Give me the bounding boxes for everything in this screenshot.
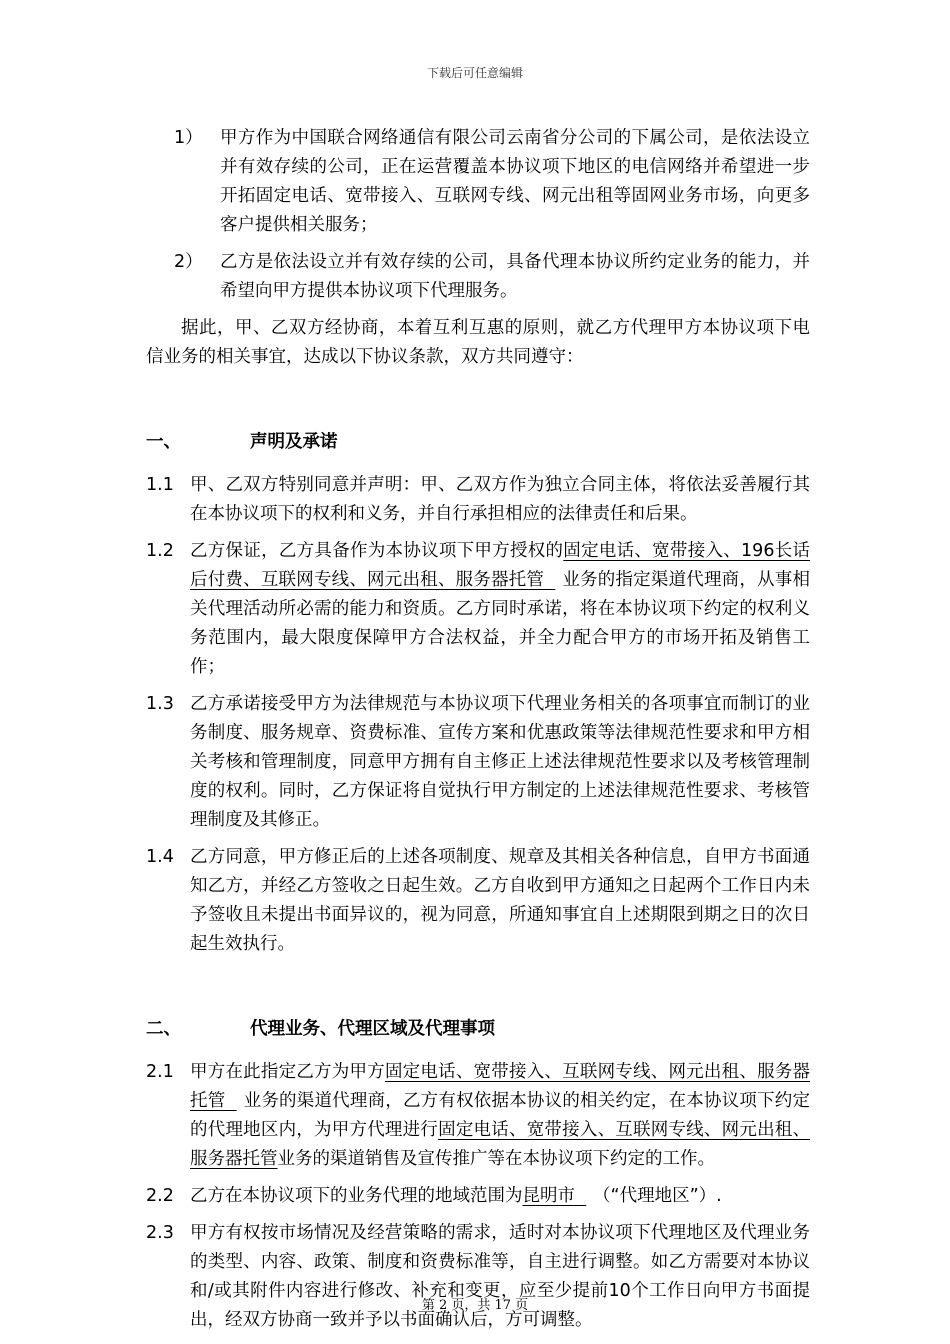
clause-1-1 [146, 471, 810, 529]
clause-number: 1.2 [146, 541, 174, 561]
clause-number: 2.1 [146, 1062, 174, 1082]
intro-item [146, 248, 810, 306]
clause-text-post: 业务的渠道销售及宣传推广等在本协议项下约定的工作。 [277, 1149, 715, 1169]
section-number: 一、 [146, 432, 181, 452]
page-footer: 第 2 页，共 17 页 [421, 1298, 529, 1313]
item-number: 2） [174, 252, 203, 272]
clause-text-post: 业务的指定渠道代理商，从事相关代理活动所必需的能力和资质。乙方同时承诺，将在本协议项下约定的权利义务范围内，最大限度保障甲方合法权益，并全力配合甲方的市场开拓及销售工作； [190, 570, 811, 677]
clause-number: 2.3 [146, 1223, 174, 1243]
clause-number: 2.2 [146, 1186, 174, 1206]
intro-item [146, 124, 810, 240]
clause-1-4 [146, 843, 810, 959]
clause-text [190, 537, 810, 682]
document-body [146, 124, 810, 1343]
clause-2-3 [146, 1219, 810, 1335]
clause-2-2 [146, 1182, 810, 1211]
clause-number: 1.4 [146, 847, 174, 867]
section-heading [146, 1015, 810, 1044]
clause-text-pre: 甲方在此指定乙方为甲方 [190, 1062, 385, 1082]
section-title: 声明及承诺 [250, 432, 338, 452]
clause-text-pre: 乙方保证，乙方具备作为本协议项下甲方授权的 [190, 541, 564, 561]
clause-2-1 [146, 1058, 810, 1174]
clause-text: 乙方承诺接受甲方为法律规范与本协议项下代理业务相关的各项事宜而制订的业务制度、服务规章、资费标准、宣传方案和优惠政策等法律规范性要求和甲方相关考核和管理制度，同意甲方拥有自主修正上述法律规范性要求以及考核管理制度的权利。同时，乙方保证将自觉执行甲方制定的上述法律规范性要求、考核管理制度及其修正。 [190, 694, 810, 830]
underline-blank [544, 566, 562, 595]
clause-text [190, 1182, 810, 1211]
clause-text [190, 1058, 810, 1174]
clause-text: 甲方有权按市场情况及经营策略的需求，适时对本协议项下代理地区及代理业务的类型、内容、政策、制度和资费标准等，自主进行调整。如乙方需要对本协议和/或其附件内容进行修改、补充和变更，应至少提前10个工作日向甲方书面提出，经双方协商一致并予以书面确认后，方可调整。 [190, 1223, 810, 1330]
clause-text: 乙方同意，甲方修正后的上述各项制度、规章及其相关各种信息，自甲方书面通知乙方，并经乙方签收之日起生效。乙方自收到甲方通知之日起两个工作日内未予签收且未提出书面异议的，视为同意，所通知事宜自上述期限到期之日的次日起生效执行。 [190, 847, 810, 954]
item-number: 1） [174, 128, 203, 148]
clause-text-mid: 业务的渠道代理商，乙方有权依据本协议的相关约定，在本协议项下约定的代理地区内，为甲方代理进行 [190, 1091, 811, 1140]
intro-paragraph: 据此，甲、乙双方经协商，本着互利互惠的原则，就乙方代理甲方本协议项下电信业务的相关事宜，达成以下协议条款，双方共同遵守： [146, 318, 810, 367]
clause-number: 1.3 [146, 694, 174, 714]
clause-number: 1.1 [146, 475, 174, 495]
underlined-area: 昆明市 [522, 1186, 575, 1206]
clause-text-post: （“代理地区”）. [593, 1186, 722, 1206]
section-heading [146, 428, 810, 457]
item-text: 甲方作为中国联合网络通信有限公司云南省分公司的下属公司，是依法设立并有效存续的公司，正在运营覆盖本协议项下地区的电信网络并希望进一步开拓固定电话、宽带接入、互联网专线、网元出租等固网业务市场，向更多客户提供相关服务； [220, 128, 810, 235]
clause-1-2 [146, 537, 810, 682]
underlined-services: 固定电话、宽带接入、互联网专线、网元出租、服务器托管 [190, 1062, 811, 1111]
clause-text-pre: 乙方在本协议项下的业务代理的地域范围为 [190, 1186, 523, 1206]
underline-blank [575, 1182, 593, 1211]
clause-text: 甲、乙双方特别同意并声明：甲、乙双方作为独立合同主体，将依法妥善履行其在本协议项下的权利和义务，并自行承担相应的法律责任和后果。 [190, 475, 810, 524]
section-number: 二、 [146, 1019, 181, 1039]
page-header: 下载后可任意编辑 [426, 66, 523, 80]
underline-blank [225, 1087, 243, 1116]
clause-1-3 [146, 690, 810, 835]
underlined-services: 固定电话、宽带接入、互联网专线、网元出租、服务器托管 [190, 1120, 811, 1169]
item-text: 乙方是依法设立并有效存续的公司，具备代理本协议所约定业务的能力，并希望向甲方提供本协议项下代理服务。 [220, 252, 810, 301]
section-title: 代理业务、代理区域及代理事项 [250, 1019, 495, 1039]
underlined-services: 固定电话、宽带接入、196长话后付费、互联网专线、网元出租、服务器托管 [190, 541, 811, 590]
